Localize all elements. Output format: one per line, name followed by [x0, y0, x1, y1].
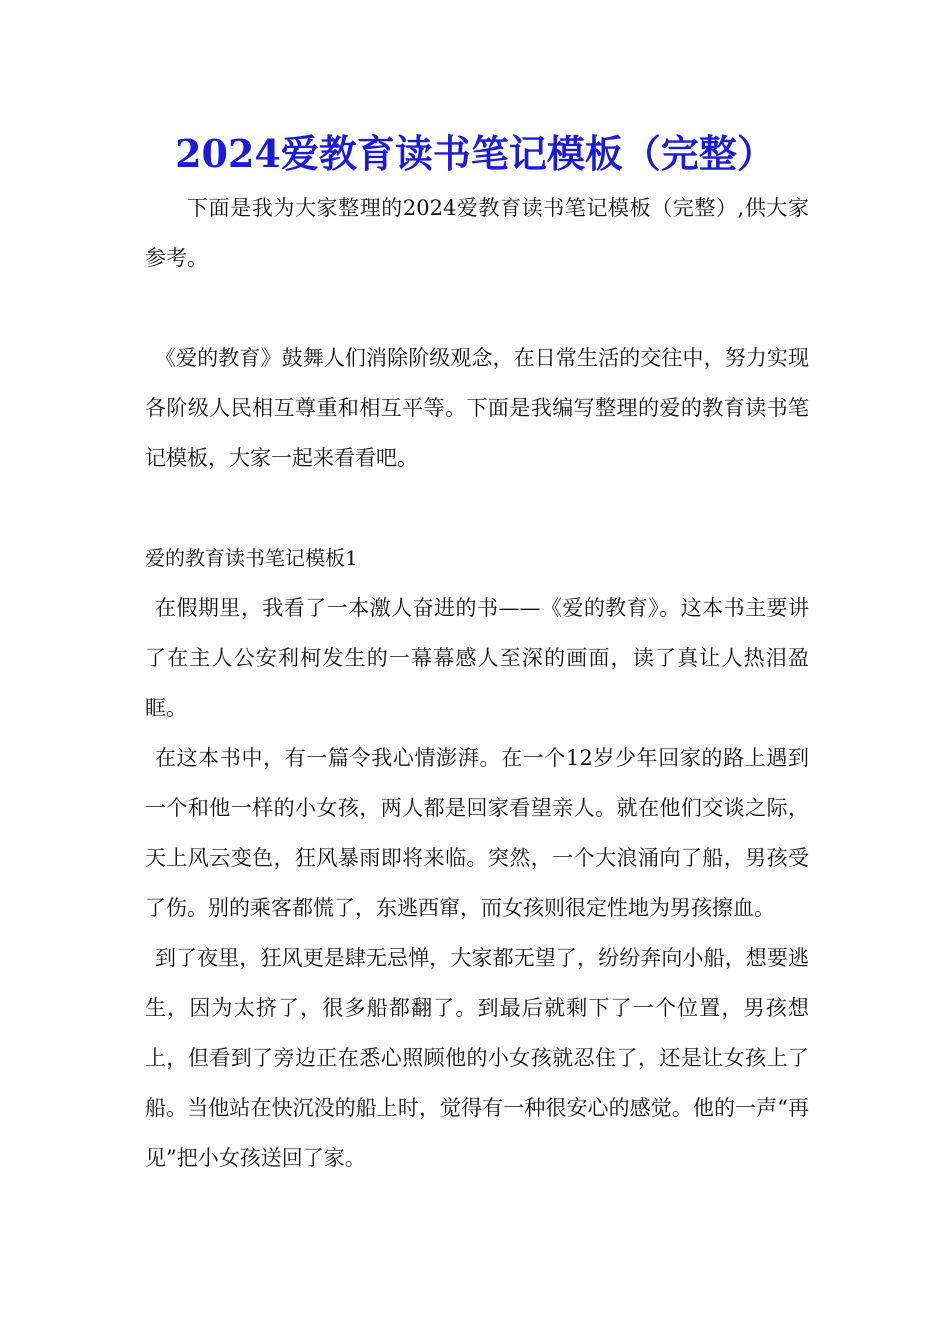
section-heading: 爱的教育读书笔记模板1 — [145, 546, 358, 570]
blank-line — [145, 483, 809, 533]
blank-line — [145, 283, 809, 333]
paragraph-2: 在假期里，我看了一本激人奋进的书——《爱的教育》。这本书主要讲了在主人公安利柯发生的一幕幕感人至深的画面，读了真让人热泪盈眶。 — [145, 596, 809, 720]
document-title: 2024爱教育读书笔记模板（完整） — [175, 131, 775, 176]
document-body — [145, 183, 809, 1183]
paragraph-3: 在这本书中，有一篇令我心情澎湃。在一个12岁少年回家的路上遇到一个和他一样的小女孩，两人都是回家看望亲人。就在他们交谈之际，天上风云变色，狂风暴雨即将来临。突然，一个大浪涌向了船，男孩受了伤。别的乘客都慌了，东逃西窜，而女孩则很定性地为男孩擦血。 — [145, 746, 809, 920]
intro-paragraph: 下面是我为大家整理的2024爱教育读书笔记模板（完整）,供大家参考。 — [145, 196, 809, 270]
paragraph-1: 《爱的教育》鼓舞人们消除阶级观念，在日常生活的交往中，努力实现各阶级人民相互尊重和相互平等。下面是我编写整理的爱的教育读书笔记模板，大家一起来看看吧。 — [145, 346, 809, 470]
paragraph-4: 到了夜里，狂风更是肆无忌惮，大家都无望了，纷纷奔向小船，想要逃生，因为太挤了，很多船都翻了。到最后就剩下了一个位置，男孩想上，但看到了旁边正在悉心照顾他的小女孩就忍住了，还是让女孩上了船。当他站在快沉没的船上时，觉得有一种很安心的感觉。他的一声“再见”把小女孩送回了家。 — [145, 946, 809, 1170]
